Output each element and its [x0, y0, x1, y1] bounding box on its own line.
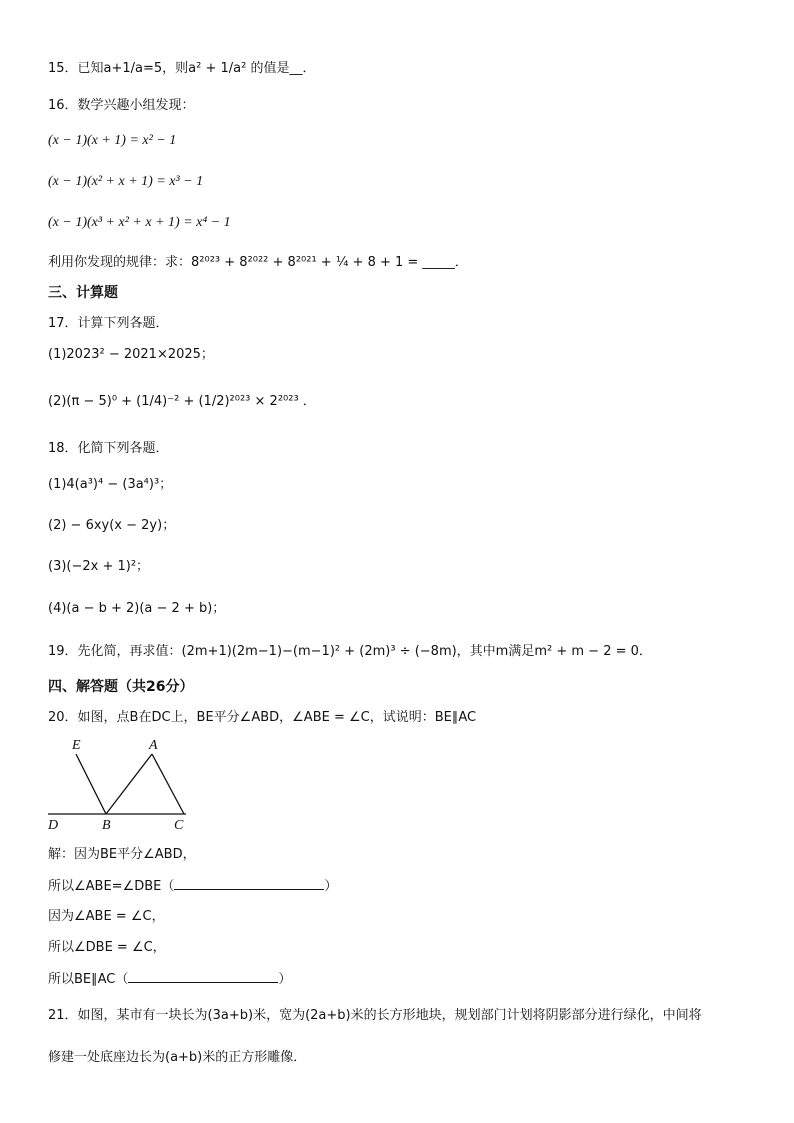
line-q18-4: (4)(a − b + 2)(a − 2 + b)；	[48, 601, 226, 616]
label-E: E	[72, 738, 81, 753]
line-q21-a: 21．如图，某市有一块长为(3a+b)米，宽为(2a+b)米的长方形地块，规划部门计划将阴影部分进行绿化，中间将	[48, 1008, 702, 1023]
reason-blank-2[interactable]	[128, 970, 278, 983]
paren-close-2: ）	[278, 972, 292, 987]
line-q17-2: (2)(π − 5)⁰ + (1/4)⁻² + (1/2)²⁰²³ × 2²⁰²³ ．	[48, 394, 316, 409]
line-q16-ask: 利用你发现的规律：求：8²⁰²³ + 8²⁰²² + 8²⁰²¹ + ¼ + 8 + 1 = _____．	[48, 255, 468, 270]
line-q16: 16．数学兴趣小组发现：	[48, 98, 195, 113]
line-q20: 20．如图，点B在DC上，BE平分∠ABD，∠ABE = ∠C，试说明：BE∥AC	[48, 710, 477, 725]
reason-blank-1[interactable]	[174, 877, 324, 890]
line-q20-step1: 解：因为BE平分∠ABD，	[48, 847, 196, 862]
segment-BA	[106, 754, 152, 814]
segment-BE	[76, 754, 106, 814]
line-q17-1: (1)2023² − 2021×2025；	[48, 347, 214, 362]
line-q16-eq2: (x − 1)(x² + x + 1) = x³ − 1	[48, 174, 204, 189]
q20-figure	[44, 734, 194, 834]
label-C: C	[174, 818, 184, 833]
step5-text: 所以BE∥AC（	[48, 972, 129, 987]
line-q20-step4: 所以∠DBE = ∠C，	[48, 940, 166, 955]
line-q20-step5	[48, 970, 291, 989]
line-q17: 17．计算下列各题．	[48, 316, 169, 331]
line-q21-b: 修建一处底座边长为(a+b)米的正方形雕像．	[48, 1050, 307, 1065]
line-q16-eq1: (x − 1)(x + 1) = x² − 1	[48, 133, 177, 148]
section-heading-3: 三、计算题	[48, 285, 118, 301]
step2-text: 所以∠ABE=∠DBE（	[48, 879, 175, 894]
line-q20-step2	[48, 877, 337, 896]
label-B: B	[102, 818, 111, 833]
paren-close-1: ）	[324, 879, 338, 894]
line-q15: 15．已知a+1/a=5，则a² + 1/a² 的值是__．	[48, 61, 316, 76]
line-q18-1: (1)4(a³)⁴ − (3a⁴)³；	[48, 477, 173, 492]
segment-AC	[152, 754, 184, 814]
line-q16-eq3: (x − 1)(x³ + x² + x + 1) = x⁴ − 1	[48, 215, 231, 230]
line-q19: 19．先化简，再求值：(2m+1)(2m−1)−(m−1)² + (2m)³ ÷ (−8m)，其中m满足m² + m − 2 = 0．	[48, 644, 652, 659]
line-q20-step3: 因为∠ABE = ∠C，	[48, 909, 165, 924]
section-heading-4: 四、解答题（共26分）	[48, 679, 194, 695]
label-D: D	[48, 818, 59, 833]
label-A: A	[149, 738, 158, 753]
line-q18-3: (3)(−2x + 1)²；	[48, 559, 150, 574]
line-q18: 18．化简下列各题．	[48, 441, 169, 456]
line-q18-2: (2) − 6xy(x − 2y)；	[48, 518, 176, 533]
